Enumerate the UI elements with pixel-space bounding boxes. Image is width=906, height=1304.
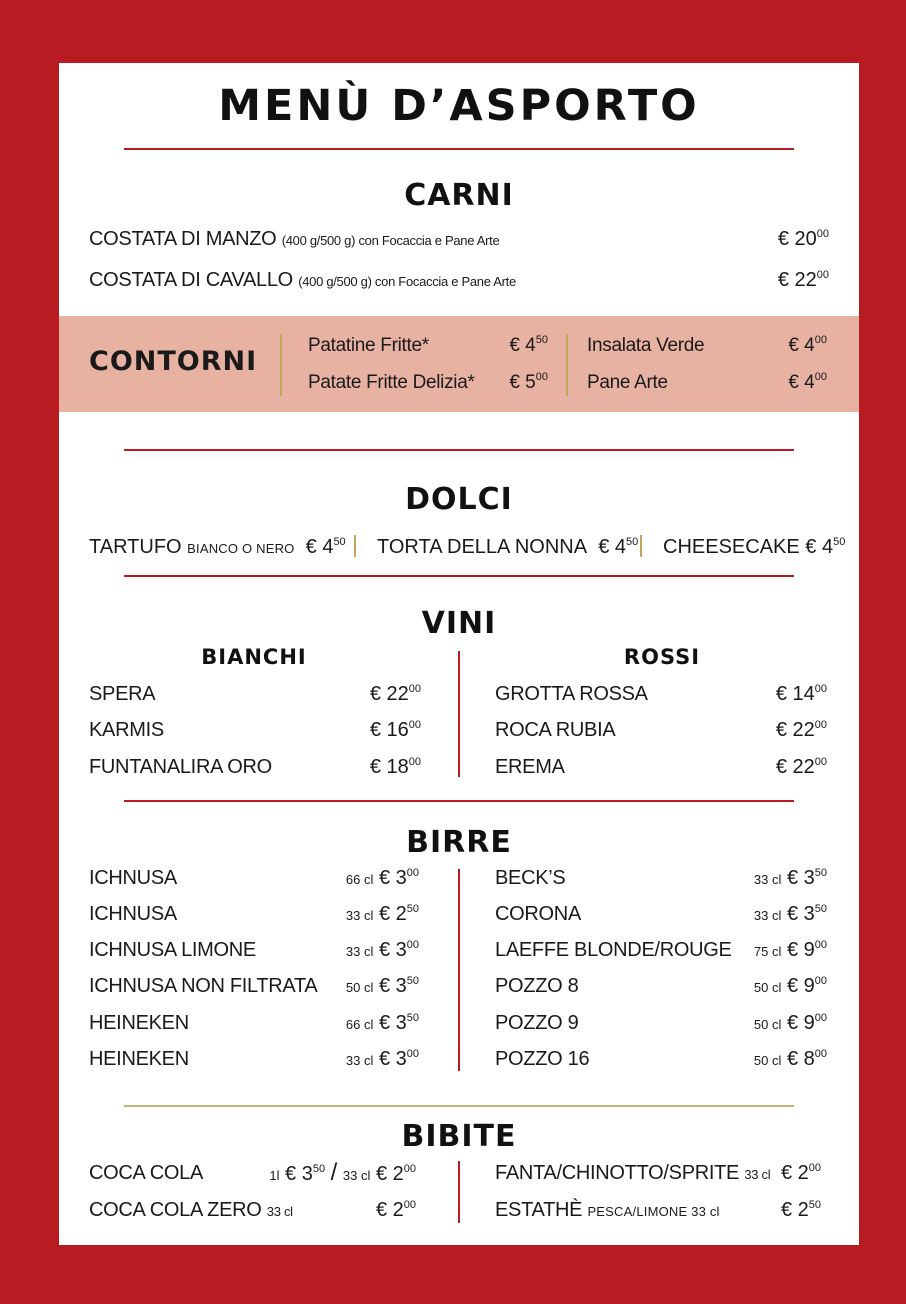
item-price: € $14^{00}$ <box>775 683 827 705</box>
menu-item <box>495 901 827 927</box>
column-divider <box>566 334 568 396</box>
item-price: 1l € $3^{50} / 33$ cl € $2^{00}$ <box>269 1159 416 1186</box>
menu-item <box>308 333 548 359</box>
menu-item <box>89 226 829 252</box>
item-price: 33 cl € $3^{50}$ <box>753 903 827 925</box>
section-heading-contorni: CONTORNI <box>89 346 258 377</box>
menu-item <box>495 1010 827 1036</box>
subheading-bianchi: BIANCHI <box>201 645 307 669</box>
menu-item <box>89 901 419 927</box>
item-name: KARMIS <box>89 719 164 741</box>
item-price: 33 cl € $3^{00}$ <box>345 939 419 961</box>
section-heading-birre: BIRRE <box>406 825 512 860</box>
item-name: SPERA <box>89 683 156 705</box>
menu-item <box>89 1046 419 1072</box>
item-name: Patatine Fritte* <box>308 335 429 356</box>
section-heading-vini: VINI <box>421 606 497 641</box>
item-name: POZZO 8 <box>495 975 579 997</box>
menu-item: TORTA DELLA NONNA € $4^{50}$ <box>377 536 639 558</box>
menu-item: TARTUFO BIANCO O NERO € $4^{50}$ <box>89 536 346 558</box>
section-heading-bibite: BIBITE <box>401 1119 517 1154</box>
item-detail: (400 g/500 g) con Focaccia e Pane Arte <box>298 274 516 289</box>
item-name: ICHNUSA NON FILTRATA <box>89 975 318 997</box>
divider <box>124 575 794 577</box>
item-price: 75 cl € $9^{00}$ <box>753 939 827 961</box>
contorni-band <box>59 316 859 412</box>
item-price: 50 cl € $8^{00}$ <box>753 1048 827 1070</box>
item-name: HEINEKEN <box>89 1012 189 1034</box>
menu-item <box>495 681 827 707</box>
item-name: Pane Arte <box>587 372 668 393</box>
menu-item: CHEESECAKE € $4^{50}$ <box>663 536 846 558</box>
item-price: 50 cl € $3^{50}$ <box>345 975 419 997</box>
item-name: ICHNUSA LIMONE <box>89 939 256 961</box>
item-name: POZZO 16 <box>495 1048 590 1070</box>
menu-item <box>89 267 829 293</box>
item-name: Patate Fritte Delizia* <box>308 372 475 393</box>
item-name: CORONA <box>495 903 581 925</box>
column-divider <box>280 334 282 396</box>
item-name: ICHNUSA <box>89 867 177 889</box>
item-price: € $5^{00}$ <box>509 371 548 393</box>
item-price: € $20^{00}$ <box>777 228 829 250</box>
column-divider <box>458 1161 460 1223</box>
item-price: 66 cl € $3^{00}$ <box>345 867 419 889</box>
item-name: COCA COLA <box>89 1162 203 1184</box>
item-price: € $2^{50}$ <box>780 1199 821 1221</box>
item-name: ESTATHÈ <box>495 1199 583 1221</box>
item-separator <box>640 535 642 557</box>
menu-item <box>89 717 421 743</box>
menu-item: FANTA/CHINOTTO/SPRITE 33 cl € $2^{00}$ <box>495 1162 821 1184</box>
subheading-rossi: ROSSI <box>623 645 701 669</box>
item-name: BECK’S <box>495 867 566 889</box>
item-name: GROTTA ROSSA <box>495 683 648 705</box>
item-price: € $4^{00}$ <box>788 371 827 393</box>
item-price: € $16^{00}$ <box>369 719 421 741</box>
item-price: € $22^{00}$ <box>777 269 829 291</box>
item-price: € $4^{00}$ <box>788 334 827 356</box>
menu-item <box>89 754 421 780</box>
item-name: COCA COLA ZERO <box>89 1199 262 1221</box>
menu-item <box>308 370 548 396</box>
divider <box>124 1105 794 1107</box>
item-name: FANTA/CHINOTTO/SPRITE <box>495 1162 740 1184</box>
column-divider <box>458 651 460 777</box>
menu-item <box>495 1046 827 1072</box>
item-price: € $4^{50}$ <box>509 334 548 356</box>
menu-item <box>89 681 421 707</box>
section-heading-dolci: DOLCI <box>405 482 513 517</box>
item-price: 50 cl € $9^{00}$ <box>753 975 827 997</box>
menu-item <box>495 973 827 999</box>
item-name: LAEFFE BLONDE/ROUGE <box>495 939 732 961</box>
menu-item <box>587 333 827 359</box>
item-name: ROCA RUBIA <box>495 719 616 741</box>
divider <box>124 148 794 150</box>
menu-item <box>89 973 419 999</box>
item-price: 33 cl € $3^{00}$ <box>345 1048 419 1070</box>
page-title: MENÙ D’ASPORTO <box>218 81 700 131</box>
item-name: COSTATA DI CAVALLO <box>89 269 293 291</box>
item-price: € $18^{00}$ <box>369 756 421 778</box>
item-name: ICHNUSA <box>89 903 177 925</box>
divider <box>124 800 794 802</box>
item-price: € $22^{00}$ <box>369 683 421 705</box>
menu-item <box>587 370 827 396</box>
menu-item <box>89 865 419 891</box>
menu-item <box>495 754 827 780</box>
item-name: HEINEKEN <box>89 1048 189 1070</box>
item-separator <box>354 535 356 557</box>
item-price: 50 cl € $9^{00}$ <box>753 1012 827 1034</box>
item-price: 33 cl € $3^{50}$ <box>753 867 827 889</box>
item-price: 33 cl € $2^{50}$ <box>345 903 419 925</box>
column-divider <box>458 869 460 1071</box>
item-name: POZZO 9 <box>495 1012 579 1034</box>
menu-item <box>89 1160 416 1186</box>
item-price: € $22^{00}$ <box>775 756 827 778</box>
menu-item <box>89 937 419 963</box>
menu-item: COCA COLA ZERO 33 cl € $2^{00}$ <box>89 1199 416 1221</box>
item-name: Insalata Verde <box>587 335 705 356</box>
menu-item <box>495 865 827 891</box>
item-name: EREMA <box>495 756 565 778</box>
menu-page <box>59 63 859 1245</box>
item-name: FUNTANALIRA ORO <box>89 756 272 778</box>
item-price: € $22^{00}$ <box>775 719 827 741</box>
section-heading-carni: CARNI <box>404 178 514 213</box>
item-price: € $2^{00}$ <box>780 1162 821 1184</box>
item-detail: (400 g/500 g) con Focaccia e Pane Arte <box>281 233 500 248</box>
menu-item <box>89 1010 419 1036</box>
menu-item <box>495 937 827 963</box>
divider <box>124 449 794 451</box>
item-price: 66 cl € $3^{50}$ <box>345 1012 419 1034</box>
item-name: COSTATA DI MANZO <box>89 228 277 250</box>
item-price: € $2^{00}$ <box>375 1199 416 1221</box>
menu-item <box>495 717 827 743</box>
menu-item: ESTATHÈ PESCA/LIMONE 33 cl € $2^{50}$ <box>495 1199 821 1221</box>
